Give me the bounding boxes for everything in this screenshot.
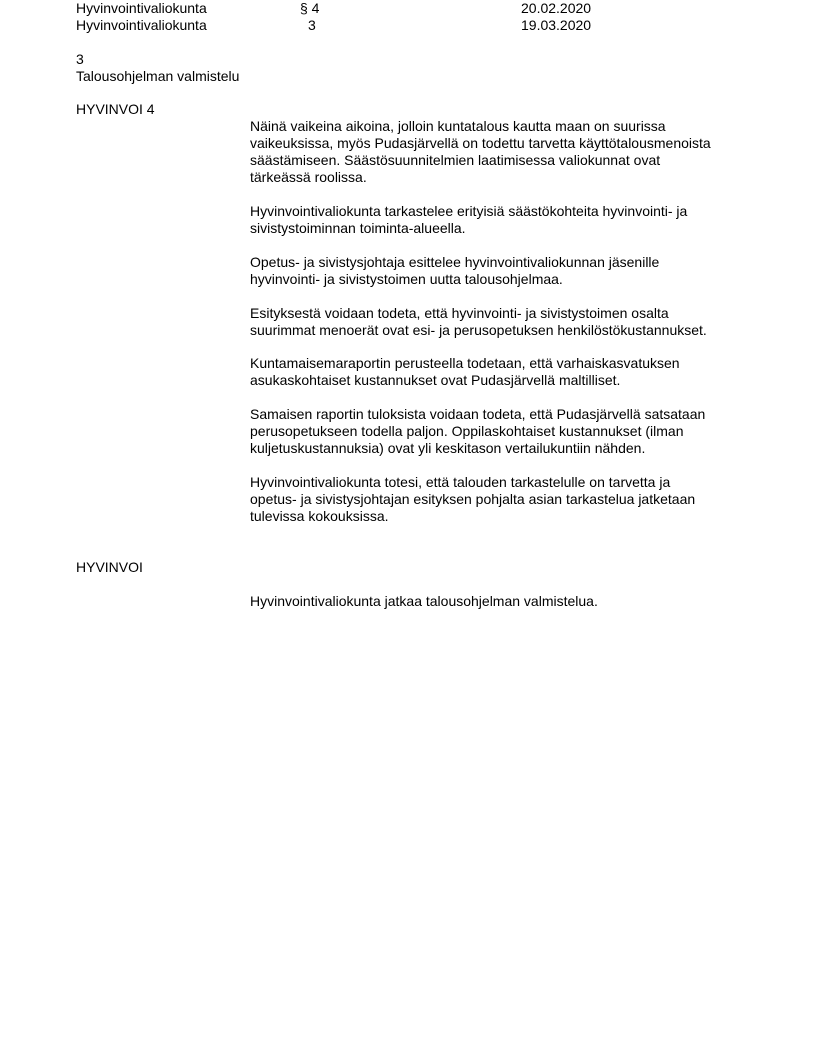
decision-label: HYVINVOI: [76, 559, 143, 575]
paragraph-line: perusopetukseen todella paljon. Oppilaskohtaiset kustannukset (ilman: [250, 423, 684, 439]
paragraph-3: [250, 254, 750, 288]
decision-text: Hyvinvointivaliokunta jatkaa talousohjelman valmistelua.: [250, 593, 598, 609]
paragraph-7: [250, 474, 750, 525]
paragraph-6: [250, 406, 750, 457]
header-date-1: 20.02.2020: [521, 0, 592, 16]
header-date-2: 19.03.2020: [521, 17, 592, 33]
paragraph-line: Esityksestä voidaan todeta, että hyvinvointi- ja sivistystoimen osalta: [250, 305, 669, 321]
paragraph-line: säästämiseen. Säästösuunnitelmien laatimisessa valiokunnat ovat: [250, 152, 661, 168]
paragraph-line: sivistystoiminnan toiminta-alueella.: [250, 220, 466, 236]
paragraph-line: asukaskohtaiset kustannukset ovat Pudasjärvellä maltilliset.: [250, 372, 621, 388]
paragraph-line: Opetus- ja sivistysjohtaja esittelee hyvinvointivaliokunnan jäsenille: [250, 254, 660, 270]
paragraph-line: hyvinvointi- ja sivistystoimen uutta talousohjelmaa.: [250, 271, 563, 287]
paragraph-line: Näinä vaikeina aikoina, jolloin kuntatalous kautta maan on suurissa: [250, 118, 666, 134]
header-body-1: Hyvinvointivaliokunta: [76, 0, 207, 16]
paragraph-line: Hyvinvointivaliokunta tarkastelee erityisiä säästökohteita hyvinvointi- ja: [250, 203, 688, 219]
header-section-2: 3: [308, 17, 316, 33]
paragraph-2: [250, 203, 750, 237]
paragraph-4: [250, 305, 750, 339]
paragraph-line: opetus- ja sivistysjohtajan esityksen pohjalta asian tarkastelua jatketaan: [250, 491, 696, 507]
paragraph-5: [250, 355, 750, 389]
presentation-label: HYVINVOI 4: [76, 101, 155, 117]
paragraph-line: Kuntamaisemaraportin perusteella todetaan, että varhaiskasvatuksen: [250, 355, 680, 371]
paragraph-line: tärkeässä roolissa.: [250, 169, 367, 185]
paragraph-line: Samaisen raportin tuloksista voidaan todeta, että Pudasjärvellä satsataan: [250, 406, 706, 422]
paragraph-line: Hyvinvointivaliokunta totesi, että talouden tarkastelulle on tarvetta ja: [250, 474, 671, 490]
paragraph-line: tulevissa kokouksissa.: [250, 508, 389, 524]
paragraph-line: suurimmat menoerät ovat esi- ja perusopetuksen henkilöstökustannukset.: [250, 322, 707, 338]
header-section-1: § 4: [300, 0, 320, 16]
paragraph-line: vaikeuksissa, myös Pudasjärvellä on todettu tarvetta käyttötalousmenoista: [250, 135, 711, 151]
paragraph-line: kuljetuskustannuksia) ovat yli keskitason vertailukuntiin nähden.: [250, 440, 646, 456]
header-body-2: Hyvinvointivaliokunta: [76, 17, 207, 33]
item-title: Talousohjelman valmistelu: [76, 68, 240, 84]
paragraph-1: [250, 118, 750, 186]
item-number: 3: [76, 51, 84, 67]
